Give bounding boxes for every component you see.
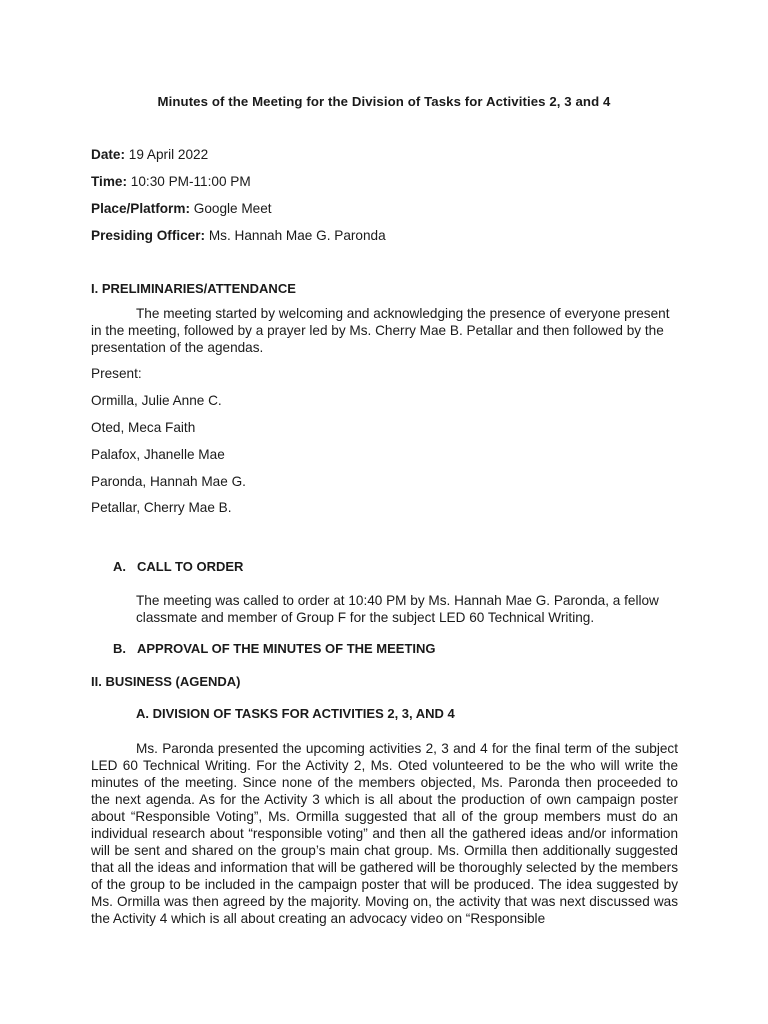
preliminaries-paragraph bbox=[91, 305, 678, 356]
preliminaries-text: The meeting started by welcoming and acknowledging the presence of everyone present in the meeting, followed by a prayer led by Ms. Cherry Mae B. Petallar and then followed by the presentation of the agendas. bbox=[91, 306, 670, 355]
time-field bbox=[91, 174, 251, 189]
call-to-order-letter: A. bbox=[113, 559, 126, 574]
date-value: 19 April 2022 bbox=[125, 147, 209, 162]
business-paragraph bbox=[91, 740, 678, 927]
division-of-tasks-heading: A. DIVISION OF TASKS FOR ACTIVITIES 2, 3, AND 4 bbox=[136, 706, 455, 721]
time-label: Time: bbox=[91, 174, 128, 189]
section-business-heading: II. BUSINESS (AGENDA) bbox=[91, 674, 241, 689]
approval-title: APPROVAL OF THE MINUTES OF THE MEETING bbox=[137, 641, 436, 656]
document-title: Minutes of the Meeting for the Division of Tasks for Activities 2, 3 and 4 bbox=[157, 94, 611, 109]
place-label: Place/Platform: bbox=[91, 201, 190, 216]
presiding-officer-value: Ms. Hannah Mae G. Paronda bbox=[205, 228, 386, 243]
call-to-order-heading bbox=[113, 559, 243, 574]
date-field bbox=[91, 147, 208, 162]
attendee-item: Ormilla, Julie Anne C. bbox=[91, 393, 222, 408]
business-text: Ms. Paronda presented the upcoming activities 2, 3 and 4 for the final term of the subject LED 60 Technical Writing. For the Activity 2, Ms. Oted volunteered to be the who will write the minutes of the meeting. Since none of the members objected, Ms. Paronda then proceeded to the next agenda. As for the Activity 3 which is all about the production of own campaign poster about “Responsible Voting”, Ms. Ormilla suggested that all of the group members must do an individual research about “responsible voting” and then all the gathered ideas and/or information will be sent and shared on the group’s main chat group. Ms. Ormilla then additionally suggested that all the ideas and information that will be gathered will be thoroughly selected by the members of the group to be included in the campaign poster that will be produced. The idea suggested by Ms. Ormilla was then agreed by the majority. Moving on, the activity that was next discussed was the Activity 4 which is all about creating an advocacy video on “Responsible bbox=[91, 741, 678, 926]
call-to-order-text: The meeting was called to order at 10:40 PM by Ms. Hannah Mae G. Paronda, a fellow classmate and member of Group F for the subject LED 60 Technical Writing. bbox=[136, 593, 659, 625]
attendee-item: Oted, Meca Faith bbox=[91, 420, 196, 435]
date-label: Date: bbox=[91, 147, 125, 162]
call-to-order-title: CALL TO ORDER bbox=[137, 559, 244, 574]
section-preliminaries-heading: I. PRELIMINARIES/ATTENDANCE bbox=[91, 281, 296, 296]
approval-letter: B. bbox=[113, 641, 126, 656]
presiding-officer-label: Presiding Officer: bbox=[91, 228, 206, 243]
approval-heading bbox=[113, 641, 436, 656]
place-field bbox=[91, 201, 272, 216]
attendee-item: Paronda, Hannah Mae G. bbox=[91, 474, 246, 489]
place-value: Google Meet bbox=[189, 201, 272, 216]
present-label: Present: bbox=[91, 366, 142, 381]
attendee-item: Palafox, Jhanelle Mae bbox=[91, 447, 225, 462]
presiding-officer-field bbox=[91, 228, 386, 243]
time-value: 10:30 PM-11:00 PM bbox=[127, 174, 251, 189]
attendee-item: Petallar, Cherry Mae B. bbox=[91, 500, 232, 515]
